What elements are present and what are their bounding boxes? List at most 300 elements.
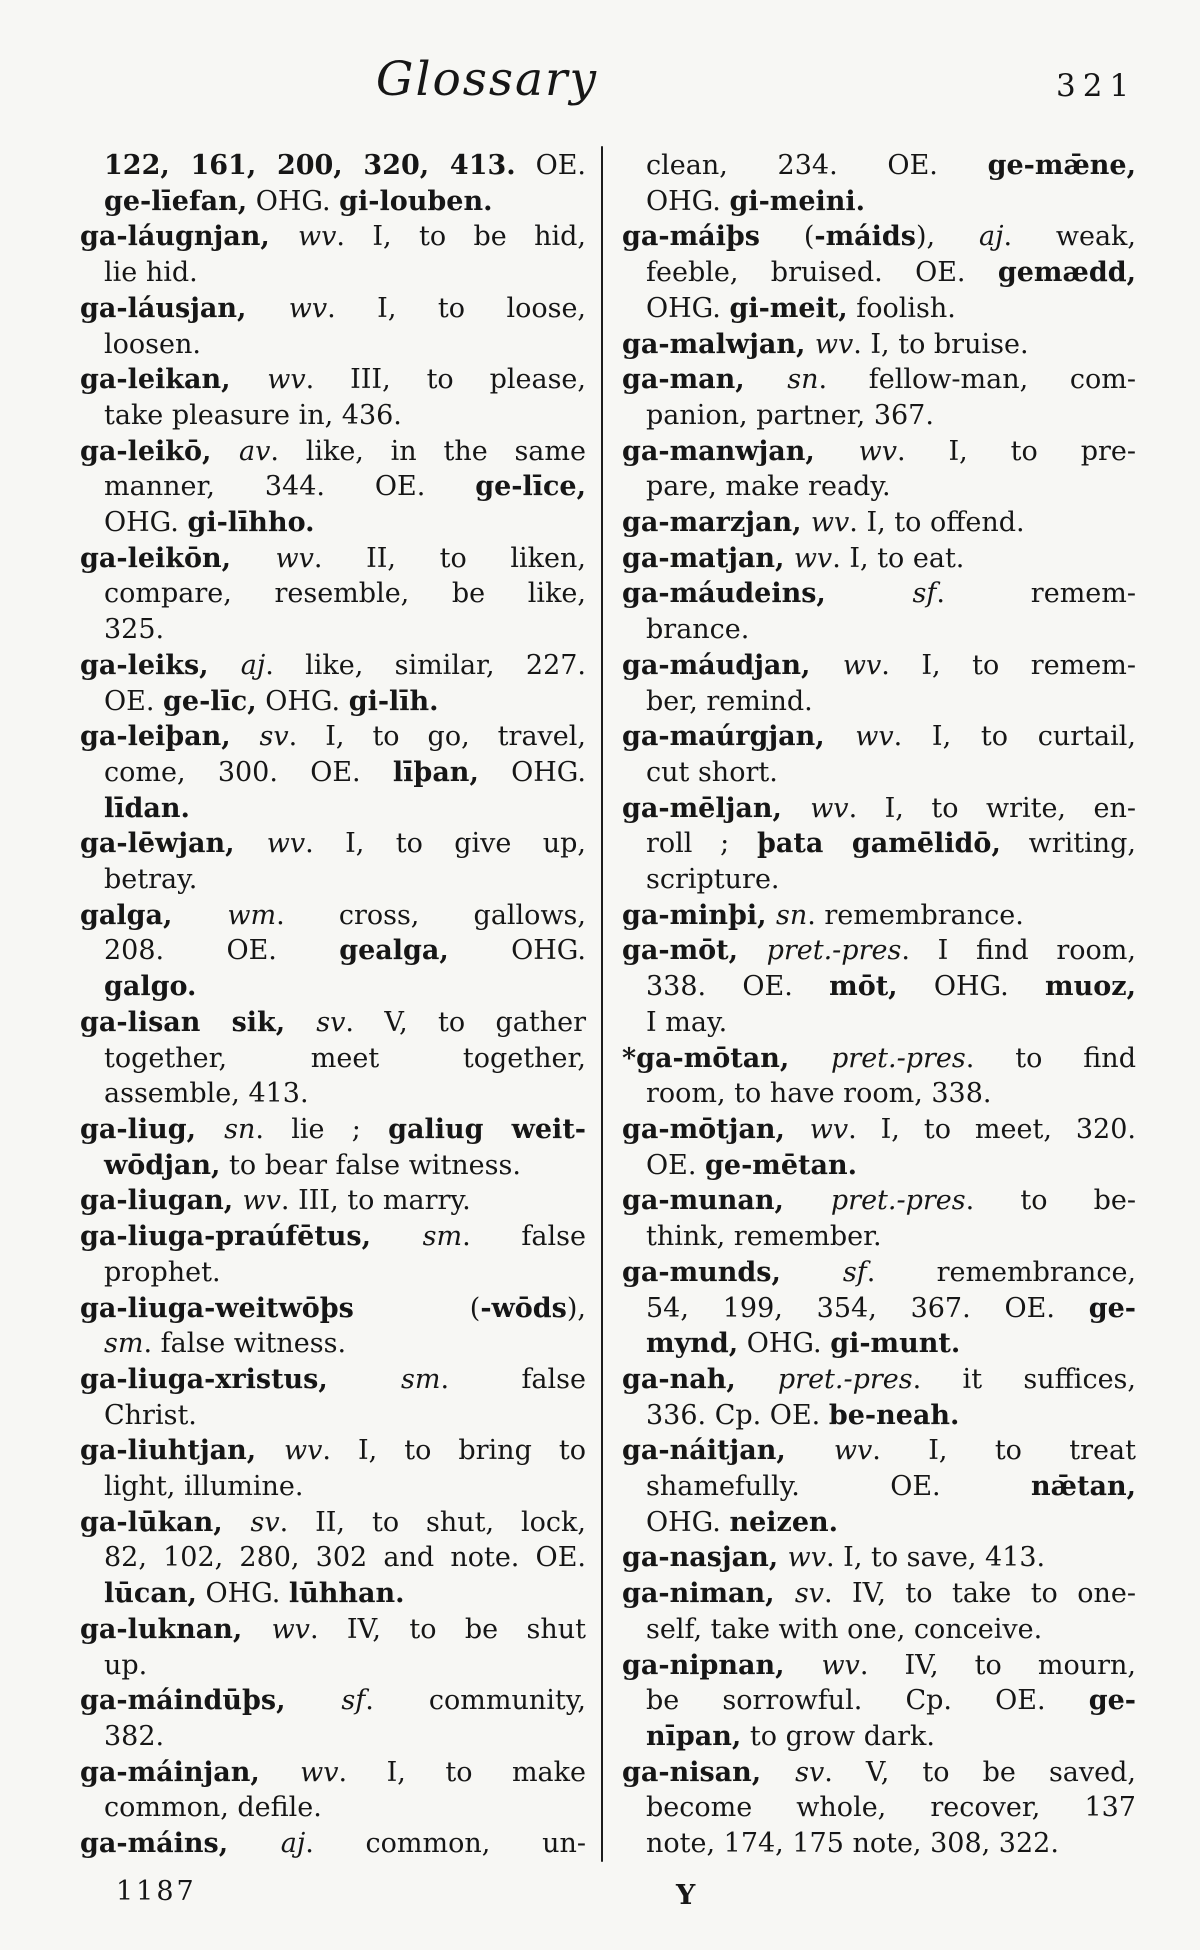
glossary-entry [622, 791, 1136, 898]
glossary-entry [80, 648, 586, 719]
grammar-tag: wv [275, 542, 314, 574]
headword-text: ga-leiks, [80, 649, 241, 681]
headword-text: ge- [1088, 1685, 1136, 1717]
headword-text: ga-mōtjan, [622, 1113, 810, 1145]
definition-text: to grow dark. [741, 1720, 935, 1752]
headword-text: -wōds [480, 1292, 567, 1324]
headword-text: gi-līhho. [187, 507, 315, 539]
headword-text: neizen. [729, 1506, 839, 1538]
headword-text: gi-munt. [830, 1328, 961, 1360]
definition-text: self, take with one, conceive. [646, 1613, 1043, 1645]
headword-text: līdan. [104, 792, 190, 824]
headword-text: ga-minþi, [622, 899, 776, 931]
entry-line [80, 1255, 586, 1291]
entry-line [622, 933, 1136, 969]
headword-text: ga-liug, [80, 1113, 225, 1145]
entry-line [622, 719, 1136, 755]
definition-text: . fellow-man, com- [818, 364, 1136, 396]
headword-text: ga-nipnan, [622, 1649, 822, 1681]
glossary-entry [80, 1219, 586, 1290]
glossary-entry [80, 1362, 586, 1433]
definition-text: . V, to be saved, [824, 1756, 1137, 1788]
entry-line [80, 1219, 586, 1255]
definition-text: together, meet together, [104, 1042, 586, 1074]
grammar-tag: wv [266, 828, 306, 860]
entry-line [80, 755, 586, 791]
headword-text: ga-niman, [622, 1578, 795, 1610]
entry-line [622, 791, 1136, 827]
entry-line [622, 1505, 1136, 1541]
headword-text: ga-leikan, [80, 364, 268, 396]
entry-line [622, 612, 1136, 648]
glossary-entry [622, 434, 1136, 505]
definition-text: . I, to bring to [322, 1435, 586, 1467]
definition-text: OHG. [646, 292, 730, 324]
entry-line [622, 755, 1136, 791]
grammar-tag: sm [422, 1221, 463, 1253]
grammar-tag: pret.-pres [830, 1185, 966, 1217]
definition-text: . it suffices, [912, 1363, 1136, 1395]
entry-line [622, 1076, 1136, 1112]
definition-text: become whole, recover, 137 [646, 1792, 1136, 1824]
definition-text: . I, to pre- [896, 435, 1136, 467]
definition-text: . I, to be hid, [336, 221, 587, 253]
entry-line [622, 1183, 1136, 1219]
definition-text: . IV, to mourn, [859, 1649, 1136, 1681]
definition-text: . V, to gather [345, 1006, 586, 1038]
headword-text: ga-liuga-weitwōþs [80, 1292, 354, 1324]
definition-text: . cross, gallows, [276, 899, 586, 931]
headword-text: galgo. [104, 971, 197, 1003]
grammar-tag: sv [259, 721, 289, 753]
glossary-entry [622, 1755, 1136, 1862]
grammar-tag: wv [858, 435, 897, 467]
definition-text: . I, to remem- [881, 649, 1136, 681]
definition-text: OHG. [897, 971, 1046, 1003]
headword-text: ga-liuhtjan, [80, 1435, 284, 1467]
entry-line [622, 1041, 1136, 1077]
entry-line [80, 398, 586, 434]
definition-text: OHG. [478, 756, 586, 788]
glossary-entry [80, 219, 586, 290]
definition-text: room, to have room, 338. [646, 1078, 992, 1110]
definition-text: 208. OE. [104, 935, 340, 967]
definition-text: OE. [646, 1149, 706, 1181]
entry-line [622, 148, 1136, 184]
definition-text: . I, to eat. [832, 542, 965, 574]
definition-text: . I, to go, travel, [288, 721, 586, 753]
entry-line [80, 184, 586, 220]
definition-text: I may. [646, 1006, 728, 1038]
headword-text: wōdjan, [104, 1149, 221, 1181]
glossary-entry [622, 1433, 1136, 1540]
grammar-tag: wv [267, 364, 306, 396]
glossary-entry [80, 1183, 586, 1219]
definition-text: 338. OE. [646, 971, 830, 1003]
definition-text: . lie ; [255, 1113, 389, 1145]
glossary-entry [80, 291, 586, 362]
definition-text: OE. [515, 150, 586, 181]
headword-text: ga-láusjan, [80, 292, 289, 324]
entry-line [80, 219, 586, 255]
entry-line [622, 1648, 1136, 1684]
headword-text: ga-lēwjan, [80, 828, 267, 860]
headword-text: þata gamēlidō, [757, 828, 1001, 860]
definition-text: take pleasure in, 436. [104, 399, 402, 431]
entry-line [80, 1612, 586, 1648]
definition-text: . false [462, 1221, 586, 1253]
entry-line [80, 362, 586, 398]
definition-text: light, illumine. [104, 1471, 304, 1503]
definition-text: pare, make ready. [646, 471, 891, 503]
entry-line [80, 648, 586, 684]
definition-text: ), [915, 221, 979, 253]
entry-line [622, 1683, 1136, 1719]
definition-text: . false [440, 1363, 586, 1395]
glossary-entry [622, 1255, 1136, 1362]
glossary-entry [80, 826, 586, 897]
entry-line [80, 1112, 586, 1148]
definition-text: . I, to meet, 320. [848, 1113, 1136, 1145]
entry-line [80, 434, 586, 470]
glossary-entry [80, 1612, 586, 1683]
entry-line [80, 612, 586, 648]
grammar-tag: sn [224, 1113, 256, 1145]
definition-text: . weak, [1003, 221, 1137, 253]
entry-line [80, 1005, 586, 1041]
headword-text: līþan, [392, 756, 479, 788]
headword-text: gi-meit, [729, 292, 848, 324]
headword-text: ga-lūkan, [80, 1506, 251, 1538]
headword-text: ga-manwjan, [622, 435, 859, 467]
entry-line [80, 1362, 586, 1398]
entry-line [622, 291, 1136, 327]
definition-text: foolish. [847, 292, 956, 324]
definition-text: writing, [1000, 828, 1136, 860]
entry-line [80, 719, 586, 755]
grammar-tag: sf [912, 578, 937, 610]
definition-text: . IV, to take to one- [823, 1578, 1136, 1610]
entry-line [622, 434, 1136, 470]
glossary-column-left [80, 148, 586, 1862]
grammar-tag: sv [316, 1006, 346, 1038]
glossary-entry [622, 719, 1136, 790]
glossary-entry [622, 1362, 1136, 1433]
entry-line [622, 1469, 1136, 1505]
definition-text: 54, 199, 354, 367. OE. [646, 1292, 1089, 1324]
entry-line [622, 398, 1136, 434]
entry-line [622, 1219, 1136, 1255]
entry-line [622, 1612, 1136, 1648]
grammar-tag: sv [795, 1756, 825, 1788]
entry-line [622, 541, 1136, 577]
page-title: Glossary [375, 52, 599, 107]
definition-text: ( [759, 221, 815, 253]
grammar-tag: wv [842, 649, 882, 681]
entry-line [80, 255, 586, 291]
grammar-tag: sv [250, 1506, 280, 1538]
definition-text: . I, to save, 413. [825, 1542, 1046, 1574]
grammar-tag: sn [787, 364, 819, 396]
entry-line [80, 684, 586, 720]
headword-text: ga-leikōn, [80, 542, 276, 574]
definition-text: OHG. [448, 935, 586, 967]
footer-signature-number: 1187 [116, 1876, 197, 1907]
headword-text: gemædd, [997, 257, 1136, 289]
definition-text: OHG. [104, 507, 188, 539]
headword-text: ga-leiþan, [80, 721, 260, 753]
entry-line [622, 898, 1136, 934]
grammar-tag: sn [775, 899, 808, 931]
glossary-entry [80, 1433, 586, 1504]
headword-text: be-neah. [828, 1399, 960, 1431]
entry-line [80, 1076, 586, 1112]
definition-text: Christ. [104, 1399, 197, 1431]
headword-text: ga-matjan, [622, 542, 794, 574]
entry-line [622, 219, 1136, 255]
definition-text: . common, un- [305, 1828, 586, 1860]
headword-text: ga-liuga-xristus, [80, 1363, 401, 1395]
glossary-entry [80, 1683, 586, 1754]
definition-text: feeble, bruised. OE. [646, 257, 998, 289]
glossary-entry [80, 1005, 586, 1112]
running-head [0, 52, 1200, 122]
headword-text: gealga, [339, 935, 449, 967]
definition-text: OHG. [196, 1578, 289, 1610]
grammar-tag: wv [855, 721, 894, 753]
headword-text: lūcan, [104, 1578, 197, 1610]
definition-text: OHG. [738, 1328, 831, 1360]
grammar-tag: pret.-pres [777, 1363, 913, 1395]
headword-text: ge- [1088, 1292, 1136, 1324]
entry-line [622, 255, 1136, 291]
glossary-entry [622, 148, 1136, 219]
entry-line [622, 1005, 1136, 1041]
definition-text: OHG. [247, 185, 340, 217]
glossary-entry [80, 1112, 586, 1183]
definition-text: manner, 344. OE. [104, 471, 476, 503]
grammar-tag: sm [104, 1328, 144, 1360]
entry-line [622, 184, 1136, 220]
headword-text: ga-lisan sik, [80, 1006, 317, 1038]
headword-text: gi-līh. [348, 685, 439, 717]
definition-text: . I, to make [338, 1756, 586, 1788]
headword-text: ga-náitjan, [622, 1435, 834, 1467]
glossary-entry [622, 898, 1136, 934]
definition-text: OE. [104, 685, 164, 717]
glossary-entry [622, 362, 1136, 433]
headword-text: ga-máindūþs, [80, 1685, 342, 1717]
definition-text: clean, 234. OE. [646, 150, 988, 181]
entry-line [80, 969, 586, 1005]
definition-text: note, 174, 175 note, 308, 322. [646, 1828, 1059, 1860]
page-number: 321 [1056, 68, 1137, 104]
definition-text: cut short. [646, 756, 778, 788]
entry-line [80, 1326, 586, 1362]
glossary-entry [80, 541, 586, 648]
grammar-tag: wv [814, 328, 854, 360]
entry-line [622, 826, 1136, 862]
grammar-tag: sv [794, 1578, 824, 1610]
definition-text: ), [566, 1292, 586, 1324]
definition-text: up. [104, 1649, 148, 1681]
headword-text: ge-mǣne, [987, 150, 1136, 181]
headword-text: ga-malwjan, [622, 328, 815, 360]
definition-text: . like, in the same [270, 435, 586, 467]
entry-line [80, 1469, 586, 1505]
definition-text: ( [353, 1292, 481, 1324]
grammar-tag: sf [341, 1685, 366, 1717]
entry-line [80, 1648, 586, 1684]
entry-line [622, 1255, 1136, 1291]
grammar-tag: wv [300, 1756, 339, 1788]
definition-text: to bear false witness. [220, 1149, 521, 1181]
glossary-column-right [622, 148, 1136, 1862]
entry-line [80, 862, 586, 898]
entry-line [80, 327, 586, 363]
entry-line [622, 576, 1136, 612]
definition-text: OHG. [256, 685, 349, 717]
definition-text: 82, 102, 280, 302 and note. OE. [104, 1542, 586, 1574]
glossary-entry [622, 1183, 1136, 1254]
entry-line [622, 684, 1136, 720]
entry-line [622, 648, 1136, 684]
definition-text: . community, [365, 1685, 587, 1717]
headword-text: ga-luknan, [80, 1613, 272, 1645]
glossary-entry [80, 434, 586, 541]
entry-line [622, 1719, 1136, 1755]
headword-text: ga-leikō, [80, 435, 239, 467]
headword-text: ge-līce, [475, 471, 586, 503]
headword-text: ga-nah, [622, 1363, 778, 1395]
definition-text: . I, to give up, [305, 828, 586, 860]
definition-text: . I, to bruise. [853, 328, 1029, 360]
grammar-tag: pret.-pres [831, 1042, 966, 1074]
entry-line [80, 291, 586, 327]
entry-line [80, 1790, 586, 1826]
definition-text: . III, to please, [305, 364, 586, 396]
entry-line [622, 969, 1136, 1005]
glossary-entry [80, 1291, 586, 1362]
headword-text: -máids [814, 221, 916, 253]
entry-line [622, 1326, 1136, 1362]
grammar-tag: sf [842, 1256, 867, 1288]
entry-line [80, 576, 586, 612]
definition-text: . II, to liken, [313, 542, 586, 574]
entry-line [622, 1576, 1136, 1612]
glossary-entry [80, 1755, 586, 1826]
entry-line [622, 362, 1136, 398]
definition-text: 382. [104, 1720, 165, 1752]
glossary-entry [80, 362, 586, 433]
headword-text: ga-nasjan, [622, 1542, 788, 1574]
entry-line [80, 826, 586, 862]
entry-line [80, 933, 586, 969]
headword-text: ga-máins, [80, 1828, 281, 1860]
glossary-entry [622, 541, 1136, 577]
glossary-entry [622, 219, 1136, 326]
definition-text: . false witness. [143, 1328, 347, 1360]
glossary-entry [80, 1826, 586, 1862]
headword-text: 122, 161, 200, 320, 413. [104, 150, 516, 181]
headword-text: *ga-mōtan, [622, 1042, 832, 1074]
definition-text: common, defile. [104, 1792, 322, 1824]
entry-line [80, 1719, 586, 1755]
definition-text: scripture. [646, 864, 780, 896]
entry-line [80, 1041, 586, 1077]
definition-text: . remembrance, [866, 1256, 1136, 1288]
grammar-tag: av [238, 435, 271, 467]
grammar-tag: wm [227, 899, 277, 931]
glossary-entry [622, 933, 1136, 1040]
definition-text: . I, to write, en- [848, 792, 1136, 824]
entry-line [80, 1148, 586, 1184]
definition-text: compare, resemble, be like, [104, 578, 586, 610]
grammar-tag: pret.-pres [766, 935, 902, 967]
entry-line [80, 791, 586, 827]
entry-line [80, 505, 586, 541]
grammar-tag: aj [978, 221, 1004, 253]
definition-text: . II, to shut, lock, [279, 1506, 586, 1538]
entry-line [622, 1790, 1136, 1826]
grammar-tag: wv [297, 221, 337, 253]
definition-text: . remem- [936, 578, 1136, 610]
grammar-tag: wv [810, 792, 849, 824]
entry-line [622, 1433, 1136, 1469]
definition-text: come, 300. OE. [104, 756, 393, 788]
headword-text: nīpan, [646, 1720, 742, 1752]
grammar-tag: wv [787, 1542, 826, 1574]
glossary-entry [80, 898, 586, 1005]
grammar-tag: sm [401, 1363, 441, 1395]
headword-text: ga-man, [622, 364, 788, 396]
grammar-tag: wv [821, 1649, 860, 1681]
glossary-entry [80, 148, 586, 219]
definition-text: . to be- [965, 1185, 1136, 1217]
grammar-tag: aj [240, 649, 266, 681]
headword-text: ga-mōt, [622, 935, 767, 967]
entry-line [622, 1148, 1136, 1184]
headword-text: ga-nisan, [622, 1756, 796, 1788]
headword-text: lūhhan. [288, 1578, 405, 1610]
headword-text: mynd, [646, 1328, 739, 1360]
definition-text: roll ; [646, 828, 758, 860]
entry-line [80, 541, 586, 577]
entry-line [80, 1826, 586, 1862]
entry-line [80, 469, 586, 505]
entry-line [80, 1183, 586, 1219]
glossary-entry [622, 505, 1136, 541]
definition-text: OHG. [646, 185, 730, 217]
definition-text: . to find [965, 1042, 1136, 1074]
grammar-tag: wv [809, 1113, 849, 1145]
headword-text: ga-munan, [622, 1185, 831, 1217]
headword-text: mōt, [829, 971, 898, 1003]
glossary-entry [622, 576, 1136, 647]
glossary-entry [622, 327, 1136, 363]
entry-line [80, 1433, 586, 1469]
headword-text: ga-máudeins, [622, 578, 913, 610]
headword-text: ga-mēljan, [622, 792, 811, 824]
entry-line [622, 469, 1136, 505]
grammar-tag: wv [271, 1613, 310, 1645]
headword-text: ga-munds, [622, 1256, 843, 1288]
glossary-entry [622, 648, 1136, 719]
headword-text: ga-máiþs [622, 221, 760, 253]
entry-line [622, 1826, 1136, 1862]
definition-text: 325. [104, 614, 165, 646]
definition-text: . like, similar, 227. [265, 649, 587, 681]
